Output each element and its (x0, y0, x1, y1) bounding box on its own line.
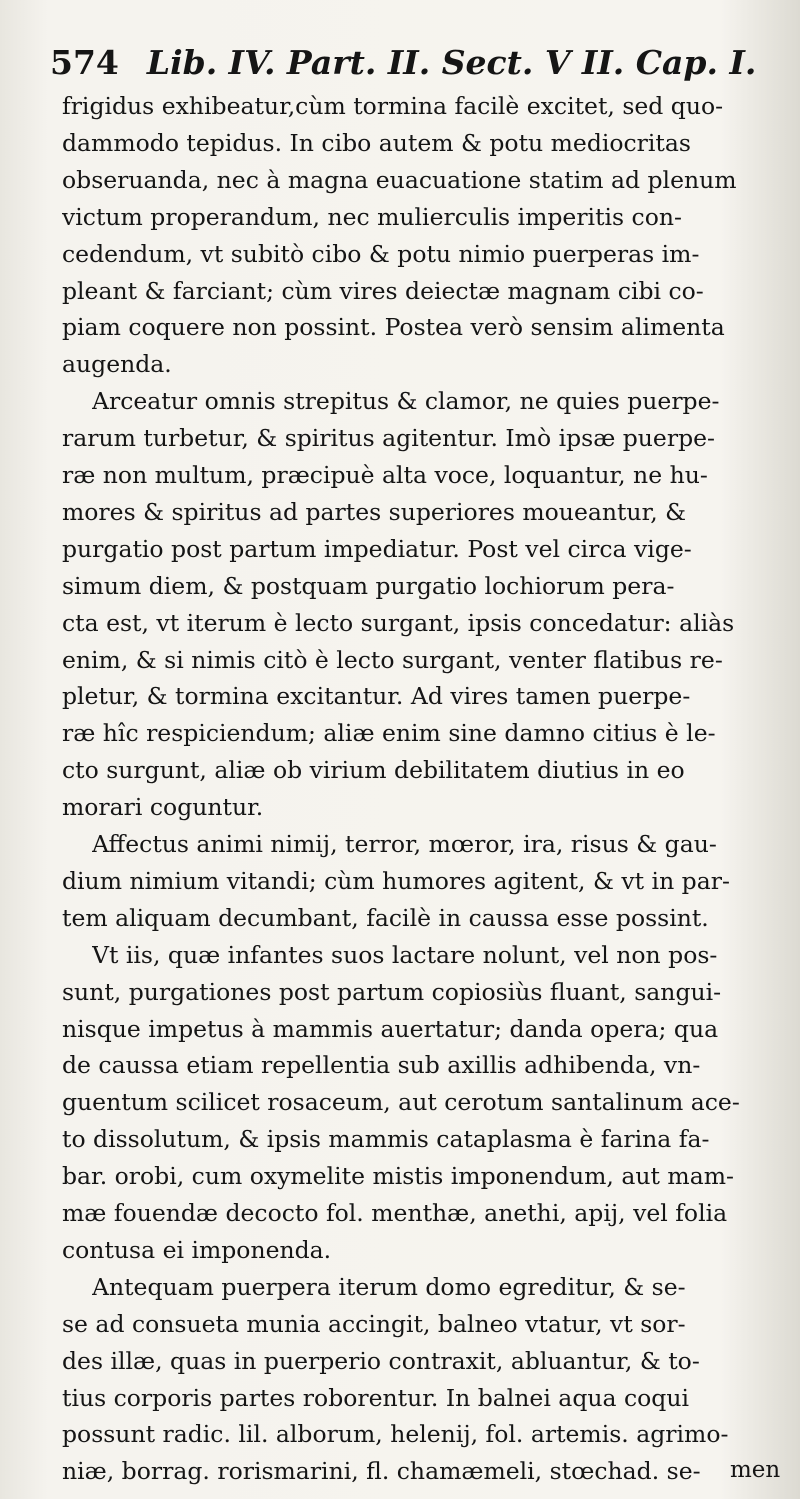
text-line: morari coguntur. (62, 793, 264, 822)
text-line: purgatio post partum impediatur. Post vel circa vige- (62, 534, 692, 563)
running-title: Lib. IV. Part. II. Sect. V II. Cap. I. (146, 43, 757, 82)
text-line: tem aliquam decumbant, facilè in caussa esse possint. (62, 903, 709, 932)
text-line: se ad consueta munia accingit, balneo vtatur, vt sor- (62, 1309, 686, 1338)
catchword: men (730, 1457, 781, 1483)
text-line: sunt, purgationes post partum copiosiùs fluant, sangui- (62, 977, 722, 1006)
text-line: obseruanda, nec à magna euacuatione statim ad plenum (62, 165, 737, 194)
text-line: simum diem, & postquam purgatio lochiorum pera- (62, 571, 675, 600)
text-line: cedendum, vt subitò cibo & potu nimio puerperas im- (62, 239, 700, 268)
text-line: dium nimium vitandi; cùm humores agitent, & vt in par- (62, 866, 730, 895)
page-header (50, 38, 770, 88)
text-line: Arceatur omnis strepitus & clamor, ne quies puerpe- (92, 387, 720, 416)
text-line: to dissolutum, & ipsis mammis cataplasma è farina fa- (62, 1125, 710, 1154)
text-line: Vt iis, quæ infantes suos lactare nolunt, vel non pos- (92, 940, 718, 969)
text-line: contusa ei imponenda. (62, 1235, 332, 1264)
text-line: victum properandum, nec mulierculis imperitis con- (62, 202, 682, 231)
text-line: mores & spiritus ad partes superiores moueantur, & (62, 497, 687, 526)
text-line: rarum turbetur, & spiritus agitentur. Imò ipsæ puerpe- (62, 424, 715, 453)
text-line: niæ, borrag. rorismarini, fl. chamæmeli, stœchad. se- (62, 1457, 701, 1486)
text-line: piam coquere non possint. Postea verò sensim alimenta (62, 313, 725, 342)
text-line: de caussa etiam repellentia sub axillis adhibenda, vn- (62, 1051, 701, 1080)
text-line: cta est, vt iterum è lecto surgant, ipsis concedatur: aliàs (62, 608, 735, 637)
text-line: Affectus animi nimij, terror, mœror, ira, risus & gau- (92, 830, 717, 858)
text-line: mæ fouendæ decocto fol. menthæ, anethi, apij, vel folia (62, 1199, 728, 1227)
text-line: des illæ, quas in puerperio contraxit, abluantur, & to- (62, 1346, 700, 1375)
text-line: frigidus exhibeatur,cùm tormina facilè excitet, sed quo- (62, 92, 724, 120)
text-line: pleant & farciant; cùm vires deiectæ magnam cibi co- (62, 276, 704, 305)
text-line: nisque impetus à mammis auertatur; danda opera; qua (62, 1014, 719, 1043)
text-line: cto surgunt, aliæ ob virium debilitatem diutius in eo (62, 756, 685, 785)
text-line: tius corporis partes roborentur. In balnei aqua coqui (62, 1383, 689, 1412)
text-line: augenda. (62, 350, 172, 379)
text-line: pletur, & tormina excitantur. Ad vires tamen puerpe- (62, 682, 691, 711)
text-line: possunt radic. lil. alborum, helenij, fol. artemis. agrimo- (62, 1420, 729, 1449)
text-line: bar. orobi, cum oxymelite mistis imponendum, aut mam- (62, 1162, 734, 1191)
text-line: ræ hîc respiciendum; aliæ enim sine damno citius è le- (62, 719, 716, 748)
text-line: ræ non multum, præcipuè alta voce, loquantur, ne hu- (62, 461, 708, 489)
page-number: 574 (50, 43, 119, 82)
text-line: enim, & si nimis citò è lecto surgant, venter flatibus re- (62, 645, 723, 674)
text-line: dammodo tepidus. In cibo autem & potu mediocritas (62, 128, 691, 157)
text-line: guentum scilicet rosaceum, aut cerotum santalinum ace- (62, 1088, 740, 1117)
text-line: Antequam puerpera iterum domo egreditur, & se- (92, 1272, 686, 1301)
